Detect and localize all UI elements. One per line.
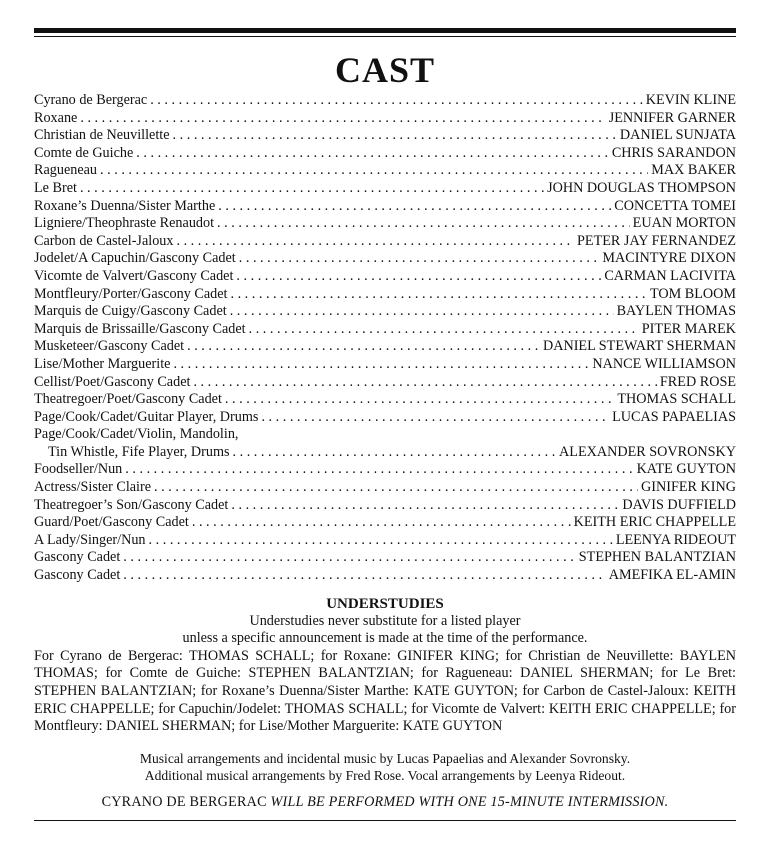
dot-leader <box>154 479 638 497</box>
dot-leader <box>217 215 630 233</box>
cast-actor: MACINTYRE DIXON <box>602 250 736 267</box>
cast-row <box>34 162 736 180</box>
cast-row <box>34 497 736 515</box>
dot-leader <box>239 250 600 268</box>
cast-actor: DANIEL STEWART SHERMAN <box>542 338 736 355</box>
dot-leader <box>218 198 611 216</box>
cast-role: Gascony Cadet <box>34 567 121 584</box>
cast-actor: JENNIFER GARNER <box>608 109 736 126</box>
cast-role: Actress/Sister Claire <box>34 479 152 496</box>
cast-role: Page/Cook/Cadet/Violin, Mandolin, <box>34 426 239 443</box>
cast-role: Marquis de Cuigy/Gascony Cadet <box>34 303 227 320</box>
cast-role: Musketeer/Gascony Cadet <box>34 338 185 355</box>
cast-role: Roxane <box>34 109 78 126</box>
program-page <box>34 28 736 821</box>
cast-row <box>34 233 736 251</box>
dot-leader <box>233 444 557 462</box>
bottom-rule <box>34 820 736 821</box>
cast-actor: BAYLEN THOMAS <box>616 303 736 320</box>
cast-row <box>34 338 736 356</box>
cast-role: Ragueneau <box>34 162 98 179</box>
cast-row <box>34 198 736 216</box>
cast-row <box>34 479 736 497</box>
cast-role: Vicomte de Valvert/Gascony Cadet <box>34 267 234 284</box>
cast-row <box>34 356 736 374</box>
cast-actor: STEPHEN BALANTZIAN <box>578 549 736 566</box>
cast-actor: EUAN MORTON <box>632 215 736 232</box>
cast-actor: JOHN DOUGLAS THOMPSON <box>547 179 736 196</box>
cast-actor: ALEXANDER SOVRONSKY <box>559 443 736 460</box>
dot-leader <box>261 409 609 427</box>
understudies-heading: UNDERSTUDIES <box>326 595 444 612</box>
cast-row <box>34 286 736 304</box>
music-credit-line-1: Musical arrangements and incidental music by Lucas Papaelias and Alexander Sovronsky. <box>139 750 631 766</box>
cast-row <box>34 215 736 233</box>
cast-row <box>34 145 736 163</box>
cast-row <box>34 250 736 268</box>
dot-leader <box>125 461 633 479</box>
cast-role: Tin Whistle, Fife Player, Drums <box>48 443 230 460</box>
cast-role: Roxane’s Duenna/Sister Marthe <box>34 197 216 214</box>
dot-leader <box>136 145 609 163</box>
cast-actor: NANCE WILLIAMSON <box>592 355 736 372</box>
cast-role: Gascony Cadet <box>34 549 121 566</box>
dot-leader <box>173 356 589 374</box>
cast-role: Ligniere/Theophraste Renaudot <box>34 215 215 232</box>
dot-leader <box>230 303 614 321</box>
cast-row <box>34 391 736 409</box>
cast-actor: DAVIS DUFFIELD <box>622 496 736 513</box>
cast-role: A Lady/Singer/Nun <box>34 531 146 548</box>
cast-role: Jodelet/A Capuchin/Gascony Cadet <box>34 250 236 267</box>
dot-leader <box>123 567 605 585</box>
cast-actor: LUCAS PAPAELIAS <box>612 408 736 425</box>
dot-leader <box>249 321 639 339</box>
dot-leader <box>150 92 643 110</box>
cast-row <box>34 303 736 321</box>
cast-row <box>34 268 736 286</box>
cast-role: Marquis de Brissaille/Gascony Cadet <box>34 320 246 337</box>
music-credit-line-2: Additional musical arrangements by Fred Rose. Vocal arrangements by Leenya Rideout. <box>144 768 626 784</box>
dot-leader <box>176 233 574 251</box>
cast-row <box>34 426 736 444</box>
cast-actor: TOM BLOOM <box>649 285 736 302</box>
cast-role: Le Bret <box>34 179 77 196</box>
cast-role: Page/Cook/Cadet/Guitar Player, Drums <box>34 408 259 425</box>
cast-role: Cellist/Poet/Gascony Cadet <box>34 373 191 390</box>
dot-leader <box>80 180 544 198</box>
cast-actor: KEITH ERIC CHAPPELLE <box>573 514 736 531</box>
cast-actor: LEENYA RIDEOUT <box>615 531 736 548</box>
dot-leader <box>230 286 646 304</box>
cast-actor: PETER JAY FERNANDEZ <box>577 232 736 249</box>
dot-leader <box>225 391 614 409</box>
cast-role: Montfleury/Porter/Gascony Cadet <box>34 285 228 302</box>
intermission-notice <box>34 794 736 812</box>
cast-list <box>34 92 736 585</box>
cast-row <box>34 180 736 198</box>
dot-leader <box>80 110 605 128</box>
music-credits <box>34 750 736 785</box>
dot-leader <box>193 374 656 392</box>
dot-leader <box>231 497 619 515</box>
cast-role: Cyrano de Bergerac <box>34 92 148 108</box>
cast-row <box>34 110 736 128</box>
cast-actor: CONCETTA TOMEI <box>614 197 736 214</box>
cast-actor: FRED ROSE <box>659 373 736 390</box>
cast-row <box>34 127 736 145</box>
dot-leader <box>187 338 540 356</box>
understudies-list: For Cyrano de Bergerac: THOMAS SCHALL; for Roxane: GINIFER KING; for Christian de Neuvillette: BAYLEN THOMAS; for Comte de Guiche: STEPHEN BALANTZIAN; for Ragueneau: DANIEL SHERMAN; for Le Bret: STEPHEN BALANTZIAN; for Roxane’s Duenna/Sister Marthe: KATE GUYTON; for Carbon de Castel-Jaloux: KEITH ERIC CHAPPELLE; for Capuchin/Jodelet: THOMAS SCHALL; for Vicomte de Valvert: KEITH ERIC CHAPPELLE; for Montfleury: DANIEL SHERMAN; for Lise/Mother Marguerite: KATE GUYTON <box>34 647 736 735</box>
cast-role: Guard/Poet/Gascony Cadet <box>34 514 189 531</box>
intermission-title: CYRANO DE BERGERAC <box>101 793 267 810</box>
cast-actor: AMEFIKA EL-AMIN <box>608 567 736 584</box>
cast-actor: CARMAN LACIVITA <box>604 267 736 284</box>
cast-role: Lise/Mother Marguerite <box>34 355 171 372</box>
cast-row <box>34 461 736 479</box>
dot-leader <box>236 268 601 286</box>
cast-row <box>34 444 736 462</box>
cast-row <box>34 92 736 110</box>
intermission-text: WILL BE PERFORMED WITH ONE 15-MINUTE INTERMISSION. <box>270 793 669 810</box>
cast-actor: CHRIS SARANDON <box>611 144 736 161</box>
cast-actor: GINIFER KING <box>641 479 736 496</box>
cast-row <box>34 409 736 427</box>
cast-actor: MAX BAKER <box>651 162 736 179</box>
cast-row <box>34 567 736 585</box>
dot-leader <box>173 127 617 145</box>
cast-role: Comte de Guiche <box>34 144 134 161</box>
understudies-note-line-2: unless a specific announcement is made at the time of the performance. <box>182 630 588 647</box>
cast-actor: KATE GUYTON <box>636 461 736 478</box>
cast-role: Foodseller/Nun <box>34 461 123 478</box>
cast-role: Carbon de Castel-Jaloux <box>34 232 174 249</box>
dot-leader <box>192 514 571 532</box>
dot-leader <box>123 549 575 567</box>
cast-row <box>34 532 736 550</box>
understudies-note-line-1: Understudies never substitute for a listed player <box>249 612 521 629</box>
cast-actor: KEVIN KLINE <box>645 92 736 108</box>
cast-row <box>34 514 736 532</box>
dot-leader <box>149 532 613 550</box>
cast-row <box>34 549 736 567</box>
cast-row <box>34 374 736 392</box>
cast-role: Theatregoer/Poet/Gascony Cadet <box>34 391 222 408</box>
cast-actor: PITER MAREK <box>641 320 736 337</box>
cast-actor: THOMAS SCHALL <box>617 391 736 408</box>
cast-row <box>34 321 736 339</box>
cast-heading: CAST <box>334 50 436 90</box>
top-thin-rule <box>34 36 736 37</box>
cast-actor: DANIEL SUNJATA <box>619 127 736 144</box>
cast-role: Theatregoer’s Son/Gascony Cadet <box>34 496 229 513</box>
top-thick-rule <box>34 28 736 33</box>
dot-leader <box>100 162 648 180</box>
cast-role: Christian de Neuvillette <box>34 127 170 144</box>
